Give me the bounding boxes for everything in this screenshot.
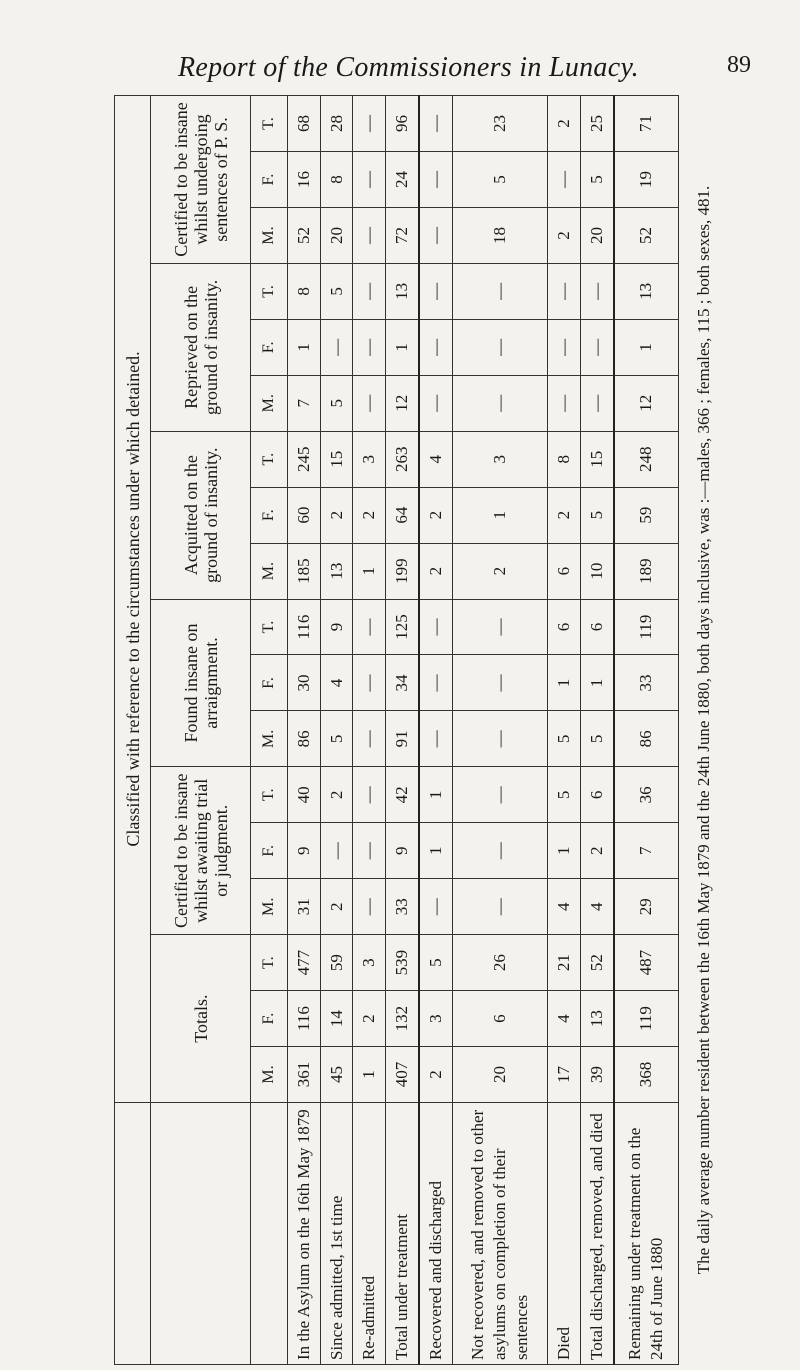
table-cell: 5 [580, 487, 613, 543]
table-cell: 125 [386, 599, 419, 655]
sex-header: M. [251, 879, 288, 935]
table-cell: — [580, 375, 613, 431]
group-header: Certified to be insane whilst undergoing sentences of P. S. [151, 96, 251, 264]
sex-header: M. [251, 543, 288, 599]
table-cell: 3 [419, 991, 452, 1047]
table-cell: — [452, 711, 547, 767]
sex-header: M. [251, 375, 288, 431]
table-cell: 40 [288, 767, 321, 823]
table-cell: — [419, 96, 452, 152]
table-cell: 116 [288, 599, 321, 655]
table-cell: — [419, 655, 452, 711]
table-cell: 539 [386, 935, 419, 991]
table-cell: 5 [320, 711, 353, 767]
table-cell: 24 [386, 152, 419, 208]
group-header: Totals. [151, 935, 251, 1103]
table-cell: 1 [353, 1047, 386, 1103]
table-cell: 1 [386, 319, 419, 375]
table-cell: — [353, 711, 386, 767]
table-row [614, 96, 679, 1365]
table-cell: 487 [614, 935, 679, 991]
table-cell: 6 [548, 599, 581, 655]
table-cell: 1 [548, 823, 581, 879]
sex-header: T. [251, 431, 288, 487]
table-cell: — [452, 263, 547, 319]
table-cell: 368 [614, 1047, 679, 1103]
table-cell: 19 [614, 152, 679, 208]
corner-cell-3 [251, 1103, 288, 1365]
table-cell: 1 [288, 319, 321, 375]
table-cell: 34 [386, 655, 419, 711]
sex-header: M. [251, 208, 288, 264]
table-cell: 185 [288, 543, 321, 599]
table-cell: — [353, 208, 386, 264]
table-cell: 28 [320, 96, 353, 152]
row-label: Died [548, 1103, 581, 1365]
table-cell: 52 [614, 208, 679, 264]
sex-header: F. [251, 319, 288, 375]
table-cell: 9 [320, 599, 353, 655]
table-cell: 12 [614, 375, 679, 431]
table-cell: 2 [320, 767, 353, 823]
running-title: Report of the Commissioners in Lunacy. [178, 52, 639, 83]
table-cell: — [580, 319, 613, 375]
page-header [0, 52, 800, 92]
table-cell: 477 [288, 935, 321, 991]
table-cell: 91 [386, 711, 419, 767]
table-cell: 6 [452, 991, 547, 1047]
row-label: Remaining under treatment on the 24th of June 1880 [614, 1103, 679, 1365]
statistics-table [114, 95, 679, 1365]
table-row [288, 96, 321, 1365]
group-header: Acquitted on the ground of insanity. [151, 431, 251, 599]
sex-header: F. [251, 152, 288, 208]
table-cell: 2 [548, 96, 581, 152]
table-cell: 245 [288, 431, 321, 487]
table-cell: 2 [580, 823, 613, 879]
table-cell: 5 [419, 935, 452, 991]
table-cell: 2 [419, 487, 452, 543]
table-cell: 1 [419, 823, 452, 879]
table-cell: 199 [386, 543, 419, 599]
table-container [114, 95, 679, 1365]
corner-cell [115, 1103, 151, 1365]
table-cell: 13 [386, 263, 419, 319]
table-cell: — [452, 655, 547, 711]
table-cell: 2 [452, 543, 547, 599]
table-cell: 119 [614, 991, 679, 1047]
table-cell: 71 [614, 96, 679, 152]
table-cell: — [419, 263, 452, 319]
table-cell: 189 [614, 543, 679, 599]
group-header: Found insane on arraignment. [151, 599, 251, 767]
table-cell: — [353, 319, 386, 375]
table-cell: 23 [452, 96, 547, 152]
table-cell: — [419, 711, 452, 767]
table-cell: 8 [320, 152, 353, 208]
table-cell: 248 [614, 431, 679, 487]
table-cell: 20 [320, 208, 353, 264]
table-cell: — [580, 263, 613, 319]
table-row [353, 96, 386, 1365]
table-cell: 119 [614, 599, 679, 655]
table-cell: 5 [320, 375, 353, 431]
table-cell: 14 [320, 991, 353, 1047]
table-cell: 15 [320, 431, 353, 487]
table-cell: 361 [288, 1047, 321, 1103]
table-cell: — [452, 599, 547, 655]
table-cell: 1 [548, 655, 581, 711]
table-cell: 7 [288, 375, 321, 431]
table-cell: 45 [320, 1047, 353, 1103]
table-cell: 2 [419, 543, 452, 599]
table-cell: 6 [580, 599, 613, 655]
table-cell: 5 [548, 711, 581, 767]
row-label: Recovered and discharged [419, 1103, 452, 1365]
table-cell: 26 [452, 935, 547, 991]
table-cell: 8 [288, 263, 321, 319]
table-row [386, 96, 419, 1365]
table-cell: — [320, 823, 353, 879]
row-label: Not recovered, and removed to other asylums on completion of their sentences [452, 1103, 547, 1365]
table-cell: 1 [353, 543, 386, 599]
table-cell: 6 [548, 543, 581, 599]
table-cell: 21 [548, 935, 581, 991]
table-cell: — [548, 263, 581, 319]
table-cell: 10 [580, 543, 613, 599]
sex-header: T. [251, 96, 288, 152]
table-cell: 407 [386, 1047, 419, 1103]
table-cell: 4 [320, 655, 353, 711]
page-number: 89 [727, 52, 751, 78]
table-cell: 4 [419, 431, 452, 487]
table-cell: — [353, 655, 386, 711]
table-cell: 2 [320, 487, 353, 543]
table-cell: 116 [288, 991, 321, 1047]
table-cell: 3 [452, 431, 547, 487]
table-cell: 5 [580, 711, 613, 767]
table-cell: 36 [614, 767, 679, 823]
table-cell: 13 [614, 263, 679, 319]
table-cell: 2 [419, 1047, 452, 1103]
table-cell: 16 [288, 152, 321, 208]
table-cell: 42 [386, 767, 419, 823]
table-cell: 9 [386, 823, 419, 879]
table-cell: — [353, 767, 386, 823]
footnote-container [686, 95, 722, 1365]
table-cell: — [353, 823, 386, 879]
table-cell: — [419, 152, 452, 208]
row-label: Re-admitted [353, 1103, 386, 1365]
table-cell: 68 [288, 96, 321, 152]
table-cell: 33 [386, 879, 419, 935]
sex-header: F. [251, 991, 288, 1047]
table-cell: 8 [548, 431, 581, 487]
table-cell: — [353, 879, 386, 935]
row-label: Total discharged, removed, and died [580, 1103, 613, 1365]
row-label: Since admitted, 1st time [320, 1103, 353, 1365]
table-cell: 31 [288, 879, 321, 935]
table-cell: 2 [548, 208, 581, 264]
table-caption: Classified with reference to the circumstances under which detained. [115, 96, 151, 1103]
table-cell: 4 [548, 991, 581, 1047]
table-cell: 5 [452, 152, 547, 208]
table-cell: 33 [614, 655, 679, 711]
sex-header: T. [251, 263, 288, 319]
group-header: Certified to be insane whilst awaiting trial or judgment. [151, 767, 251, 935]
table-cell: — [452, 879, 547, 935]
table-cell: 13 [580, 991, 613, 1047]
sex-header: M. [251, 1047, 288, 1103]
table-row [580, 96, 613, 1365]
table-cell: — [548, 375, 581, 431]
table-cell: 3 [353, 431, 386, 487]
table-cell: 2 [320, 879, 353, 935]
table-cell: 6 [580, 767, 613, 823]
sex-header: T. [251, 599, 288, 655]
table-cell: — [419, 599, 452, 655]
table-cell: 64 [386, 487, 419, 543]
table-cell: 1 [419, 767, 452, 823]
sex-header: F. [251, 823, 288, 879]
table-row [320, 96, 353, 1365]
table-cell: 60 [288, 487, 321, 543]
table-cell: — [353, 152, 386, 208]
table-cell: 59 [614, 487, 679, 543]
table-cell: — [452, 319, 547, 375]
table-cell: 72 [386, 208, 419, 264]
table-cell: 86 [288, 711, 321, 767]
table-cell: — [419, 879, 452, 935]
table-cell: 2 [548, 487, 581, 543]
corner-cell-2 [151, 1103, 251, 1365]
table-cell: 13 [320, 543, 353, 599]
table-row [452, 96, 547, 1365]
table-cell: — [353, 263, 386, 319]
table-cell: 30 [288, 655, 321, 711]
sex-header: M. [251, 711, 288, 767]
table-cell: — [353, 375, 386, 431]
table-cell: 132 [386, 991, 419, 1047]
table-cell: — [548, 152, 581, 208]
table-cell: — [452, 375, 547, 431]
table-cell: — [353, 599, 386, 655]
table-cell: 263 [386, 431, 419, 487]
sex-header: T. [251, 935, 288, 991]
sex-header: F. [251, 487, 288, 543]
table-cell: — [548, 319, 581, 375]
table-cell: 29 [614, 879, 679, 935]
table-cell: — [452, 823, 547, 879]
table-cell: 5 [548, 767, 581, 823]
table-row [419, 96, 452, 1365]
table-cell: 1 [452, 487, 547, 543]
table-cell: 2 [353, 991, 386, 1047]
table-row [548, 96, 581, 1365]
table-cell: 52 [580, 935, 613, 991]
table-cell: — [320, 319, 353, 375]
footnote: The daily average number resident between the 16th May 1879 and the 24th June 1880, both days inclusive, was :—males, 366 ; females, 115 ; both sexes, 481. [694, 185, 713, 1275]
table-cell: 1 [580, 655, 613, 711]
row-label: Total under treatment [386, 1103, 419, 1365]
table-cell: — [419, 375, 452, 431]
table-cell: 7 [614, 823, 679, 879]
table-cell: 9 [288, 823, 321, 879]
sex-header: T. [251, 767, 288, 823]
table-cell: — [419, 319, 452, 375]
table-cell: 17 [548, 1047, 581, 1103]
table-cell: 86 [614, 711, 679, 767]
table-cell: 25 [580, 96, 613, 152]
table-cell: 5 [580, 152, 613, 208]
table-cell: 59 [320, 935, 353, 991]
table-cell: — [353, 96, 386, 152]
row-label: In the Asylum on the 16th May 1879 [288, 1103, 321, 1365]
group-header: Reprieved on the ground of insanity. [151, 263, 251, 431]
table-cell: 1 [614, 319, 679, 375]
table-cell: 3 [353, 935, 386, 991]
table-cell: 18 [452, 208, 547, 264]
table-cell: — [419, 208, 452, 264]
table-cell: 96 [386, 96, 419, 152]
table-cell: 4 [580, 879, 613, 935]
table-cell: 12 [386, 375, 419, 431]
table-cell: 2 [353, 487, 386, 543]
table-cell: 20 [452, 1047, 547, 1103]
table-cell: — [452, 767, 547, 823]
table-cell: 52 [288, 208, 321, 264]
sex-header: F. [251, 655, 288, 711]
table-cell: 4 [548, 879, 581, 935]
table-cell: 5 [320, 263, 353, 319]
table-cell: 15 [580, 431, 613, 487]
table-cell: 39 [580, 1047, 613, 1103]
table-cell: 20 [580, 208, 613, 264]
